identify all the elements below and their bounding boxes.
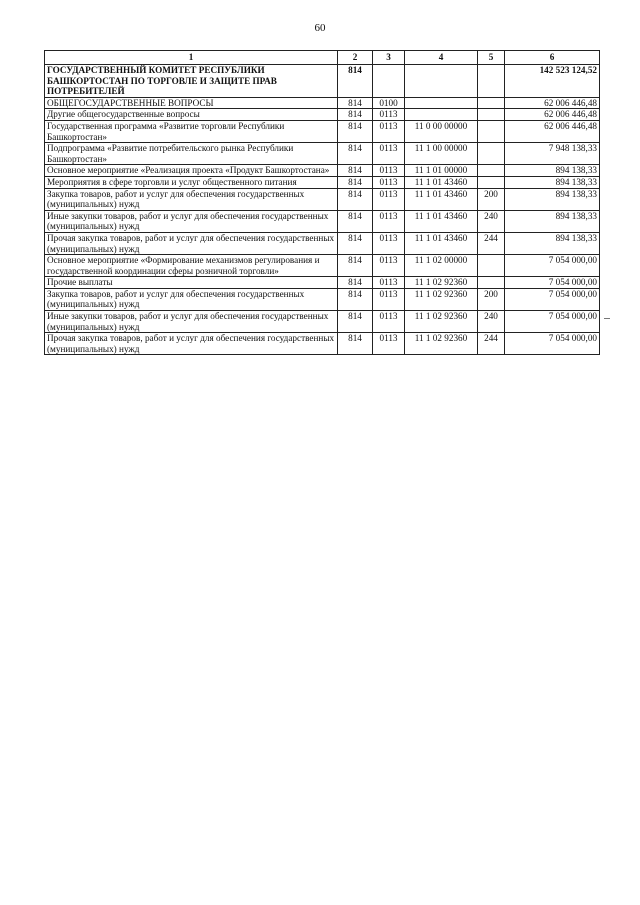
cell-department-code: 814	[338, 232, 373, 254]
cell-expense-type	[478, 120, 505, 142]
table-row	[45, 176, 600, 188]
cell-name: Государственная программа «Развитие торговли Республики Башкортостан»	[45, 120, 338, 142]
cell-target-article: 11 1 02 92360	[405, 288, 478, 310]
column-header-1: 1	[45, 51, 338, 65]
cell-amount: 7 054 000,00	[505, 288, 600, 310]
cell-amount: 894 138,33	[505, 210, 600, 232]
cell-name: Другие общегосударственные вопросы	[45, 109, 338, 121]
cell-section-code: 0113	[373, 333, 405, 355]
cell-name: Подпрограмма «Развитие потребительского рынка Республики Башкортостан»	[45, 143, 338, 165]
cell-department-code: 814	[338, 288, 373, 310]
column-header-5: 5	[478, 51, 505, 65]
table-row	[45, 333, 600, 355]
cell-target-article: 11 1 01 43460	[405, 188, 478, 210]
cell-name: Закупка товаров, работ и услуг для обеспечения государственных (муниципальных) нужд	[45, 188, 338, 210]
column-header-6: 6	[505, 51, 600, 65]
cell-expense-type: 244	[478, 232, 505, 254]
cell-expense-type	[478, 255, 505, 277]
cell-department-code: 814	[338, 143, 373, 165]
cell-amount: 62 006 446,48	[505, 120, 600, 142]
cell-section-code: 0113	[373, 176, 405, 188]
cell-department-code: 814	[338, 97, 373, 109]
scan-mark	[604, 318, 610, 319]
cell-name: Прочие выплаты	[45, 277, 338, 289]
cell-name: Прочая закупка товаров, работ и услуг для обеспечения государственных (муниципальных) нужд	[45, 333, 338, 355]
cell-department-code: 814	[338, 311, 373, 333]
cell-section-code: 0113	[373, 109, 405, 121]
cell-amount: 7 054 000,00	[505, 333, 600, 355]
cell-department-code: 814	[338, 255, 373, 277]
column-header-4: 4	[405, 51, 478, 65]
table-row	[45, 277, 600, 289]
table-row	[45, 97, 600, 109]
column-header-3: 3	[373, 51, 405, 65]
cell-expense-type	[478, 65, 505, 98]
cell-target-article: 11 1 01 43460	[405, 176, 478, 188]
cell-section-code: 0113	[373, 210, 405, 232]
cell-expense-type: 200	[478, 288, 505, 310]
cell-target-article: 11 1 02 92360	[405, 333, 478, 355]
page-number: 60	[314, 22, 326, 34]
cell-amount: 7 054 000,00	[505, 311, 600, 333]
cell-amount: 7 054 000,00	[505, 255, 600, 277]
cell-section-code: 0113	[373, 188, 405, 210]
cell-section-code: 0113	[373, 255, 405, 277]
cell-target-article: 11 1 00 00000	[405, 143, 478, 165]
cell-target-article: 11 1 02 00000	[405, 255, 478, 277]
cell-expense-type	[478, 109, 505, 121]
cell-section-code	[373, 65, 405, 98]
cell-amount: 142 523 124,52	[505, 65, 600, 98]
table-row	[45, 311, 600, 333]
cell-expense-type	[478, 143, 505, 165]
cell-amount: 894 138,33	[505, 232, 600, 254]
cell-expense-type	[478, 97, 505, 109]
cell-amount: 7 948 138,33	[505, 143, 600, 165]
cell-section-code: 0100	[373, 97, 405, 109]
cell-name: ОБЩЕГОСУДАРСТВЕННЫЕ ВОПРОСЫ	[45, 97, 338, 109]
cell-name: Иные закупки товаров, работ и услуг для обеспечения государственных (муниципальных) нужд	[45, 210, 338, 232]
cell-name: Иные закупки товаров, работ и услуг для обеспечения государственных (муниципальных) нужд	[45, 311, 338, 333]
cell-name: Основное мероприятие «Реализация проекта «Продукт Башкортостана»	[45, 165, 338, 177]
table-body	[45, 65, 600, 355]
table-row	[45, 143, 600, 165]
cell-target-article: 11 1 01 43460	[405, 232, 478, 254]
table-row	[45, 210, 600, 232]
cell-department-code: 814	[338, 210, 373, 232]
cell-target-article: 11 1 02 92360	[405, 311, 478, 333]
cell-expense-type: 244	[478, 333, 505, 355]
cell-expense-type: 240	[478, 210, 505, 232]
cell-amount: 7 054 000,00	[505, 277, 600, 289]
cell-name: Мероприятия в сфере торговли и услуг общественного питания	[45, 176, 338, 188]
cell-expense-type	[478, 176, 505, 188]
cell-target-article	[405, 109, 478, 121]
cell-expense-type: 240	[478, 311, 505, 333]
cell-amount: 894 138,33	[505, 176, 600, 188]
table-row	[45, 165, 600, 177]
cell-section-code: 0113	[373, 120, 405, 142]
cell-name: Закупка товаров, работ и услуг для обеспечения государственных (муниципальных) нужд	[45, 288, 338, 310]
cell-target-article: 11 1 02 92360	[405, 277, 478, 289]
cell-section-code: 0113	[373, 277, 405, 289]
table-row	[45, 188, 600, 210]
column-header-2: 2	[338, 51, 373, 65]
cell-name: Основное мероприятие «Формирование механизмов регулирования и государственной координации сферы розничной торговли»	[45, 255, 338, 277]
cell-target-article: 11 1 01 43460	[405, 210, 478, 232]
cell-department-code: 814	[338, 188, 373, 210]
cell-target-article: 11 0 00 00000	[405, 120, 478, 142]
cell-expense-type	[478, 277, 505, 289]
cell-section-code: 0113	[373, 165, 405, 177]
cell-target-article: 11 1 01 00000	[405, 165, 478, 177]
budget-table	[44, 50, 600, 355]
cell-expense-type: 200	[478, 188, 505, 210]
table-row	[45, 255, 600, 277]
cell-amount: 62 006 446,48	[505, 97, 600, 109]
cell-department-code: 814	[338, 333, 373, 355]
cell-department-code: 814	[338, 165, 373, 177]
header-row	[45, 51, 600, 65]
cell-department-code: 814	[338, 176, 373, 188]
cell-department-code: 814	[338, 109, 373, 121]
cell-expense-type	[478, 165, 505, 177]
cell-amount: 62 006 446,48	[505, 109, 600, 121]
table-row	[45, 120, 600, 142]
cell-section-code: 0113	[373, 288, 405, 310]
cell-amount: 894 138,33	[505, 188, 600, 210]
cell-department-code: 814	[338, 65, 373, 98]
cell-target-article	[405, 97, 478, 109]
table-row	[45, 65, 600, 98]
cell-department-code: 814	[338, 277, 373, 289]
table-row	[45, 109, 600, 121]
cell-name: Прочая закупка товаров, работ и услуг для обеспечения государственных (муниципальных) нужд	[45, 232, 338, 254]
cell-name: ГОСУДАРСТВЕННЫЙ КОМИТЕТ РЕСПУБЛИКИ БАШКОРТОСТАН ПО ТОРГОВЛЕ И ЗАЩИТЕ ПРАВ ПОТРЕБИТЕЛЕЙ	[45, 65, 338, 98]
table-header	[45, 51, 600, 65]
cell-section-code: 0113	[373, 232, 405, 254]
cell-section-code: 0113	[373, 143, 405, 165]
cell-section-code: 0113	[373, 311, 405, 333]
table-row	[45, 288, 600, 310]
cell-target-article	[405, 65, 478, 98]
cell-amount: 894 138,33	[505, 165, 600, 177]
table-row	[45, 232, 600, 254]
cell-department-code: 814	[338, 120, 373, 142]
